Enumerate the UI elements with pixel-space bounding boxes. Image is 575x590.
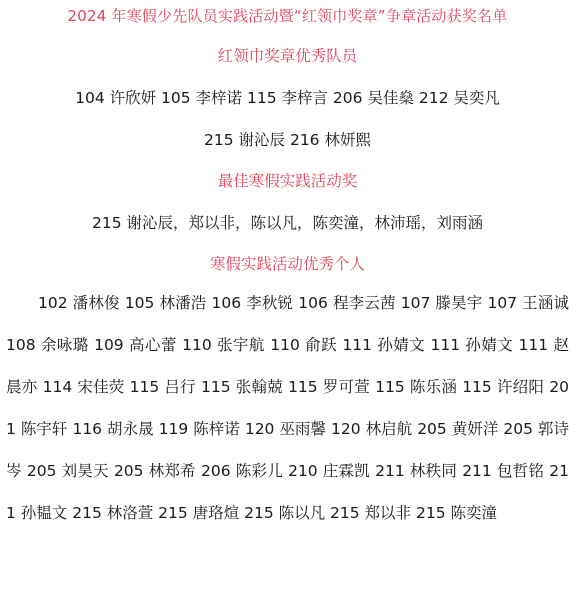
honor-members-line-2: 215 谢沁辰 216 林妍熙: [204, 131, 371, 149]
honor-members-line-1: 104 许欣妍 105 李梓诺 115 李梓言 206 吴佳燊 212 吴奕凡: [75, 89, 500, 107]
document-title: 2024 年寒假少先队员实践活动暨“红领巾奖章”争章活动获奖名单: [67, 7, 508, 25]
excellent-individuals-paragraph: 102 潘林俊 105 林潘浩 106 李秋锐 106 程李云茜 107 滕昊宇 107 王涵诚 108 余咏璐 109 高心蕾 110 张宇航 110 俞跃 111 孙婧文 111 孙婧文 111 赵晨亦 114 宋佳荧 115 吕行 115 张翰兢 115 罗可萱 115 陈乐涵 115 许绍阳 201 陈宇轩 116 胡永晟 119 陈梓诺 120 巫雨馨 120 林启航 205 黄妍洋 205 郭诗岑 205 刘昊天 205 林郑希 206 陈彩儿 210 庄霖凯 211 林秩同 211 包哲铭 211 孙韫文 215 林洛萱 215 唐珞煊 215 陈以凡 215 郑以非 215 陈奕潼: [6, 294, 569, 522]
section-heading-honor-members: 红领巾奖章优秀队员: [217, 47, 358, 65]
section-heading-excellent-individuals: 寒假实践活动优秀个人: [209, 255, 365, 273]
section-heading-best-practice: 最佳寒假实践活动奖: [217, 172, 358, 190]
best-practice-line-1: 215 谢沁辰，郑以非，陈以凡，陈奕潼，林沛瑶，刘雨涵: [91, 214, 483, 232]
